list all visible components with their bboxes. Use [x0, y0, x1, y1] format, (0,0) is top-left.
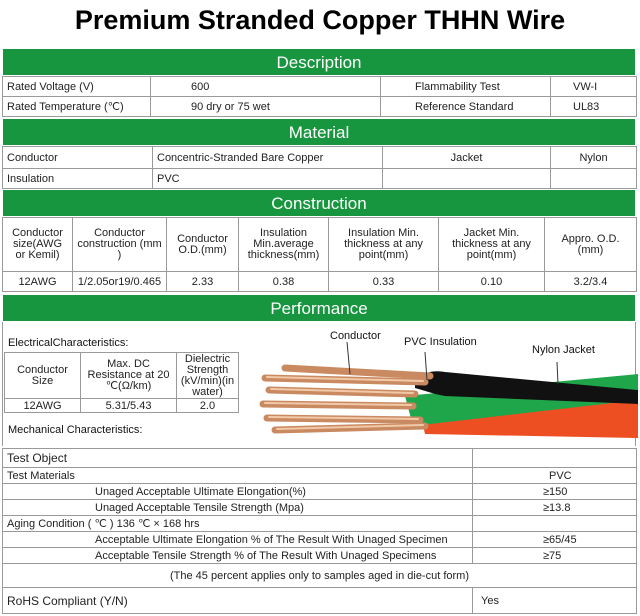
- electrical-cell: 2.0: [177, 399, 239, 413]
- rated-voltage-label: Rated Voltage (V): [3, 77, 151, 97]
- electrical-title: ElectricalCharacteristics:: [8, 337, 129, 349]
- rated-voltage-value: 600: [151, 77, 381, 97]
- flammability-label: Flammability Test: [381, 77, 551, 97]
- nylon-jacket-callout: Nylon Jacket: [532, 344, 595, 356]
- aged-elongation-value: ≥65/45: [473, 532, 637, 548]
- flammability-value: VW-I: [551, 77, 637, 97]
- nylon-pointer: [557, 362, 558, 384]
- test-object-label: Test Object: [3, 449, 473, 468]
- aged-elongation-label: Acceptable Ultimate Elongation % of The Result With Unaged Specimen: [3, 532, 473, 548]
- insulation-label: Insulation: [3, 169, 153, 189]
- test-materials-value: PVC: [473, 468, 637, 484]
- test-materials-label: Test Materials: [3, 468, 473, 484]
- construction-cell: 0.38: [239, 272, 329, 292]
- mechanical-test-table: [2, 448, 637, 614]
- conductor-label: Conductor: [3, 147, 153, 169]
- aging-note: (The 45 percent applies only to samples aged in die-cut form): [3, 564, 637, 588]
- construction-header: Conductor O.D.(mm): [167, 218, 239, 272]
- aged-tensile-label: Acceptable Tensile Strength % of The Result With Unaged Specimens: [3, 548, 473, 564]
- rated-temperature-value: 90 dry or 75 wet: [151, 97, 381, 117]
- unaged-tensile-value: ≥13.8: [473, 500, 637, 516]
- unaged-elongation-label: Unaged Acceptable Ultimate Elongation(%): [3, 484, 473, 500]
- aging-condition-label: Aging Condition ( ℃ ) 136 ℃ × 168 hrs: [3, 516, 473, 532]
- construction-header: Conductor size(AWG or Kemil): [3, 218, 73, 272]
- pvc-insulation-callout: PVC Insulation: [404, 336, 477, 348]
- electrical-header: Conductor Size: [5, 353, 81, 399]
- mechanical-title: Mechanical Characteristics:: [8, 424, 143, 436]
- jacket-value: Nylon: [551, 147, 637, 169]
- electrical-cell: 12AWG: [5, 399, 81, 413]
- jacket-label: Jacket: [383, 147, 551, 169]
- conductor-callout: Conductor: [330, 330, 381, 342]
- rohs-label: RoHS Compliant (Y/N): [3, 588, 473, 614]
- construction-header: Appro. O.D. (mm): [545, 218, 637, 272]
- construction-cell: 3.2/3.4: [545, 272, 637, 292]
- construction-table: [2, 217, 637, 292]
- electrical-table: [4, 352, 239, 413]
- construction-cell: 12AWG: [3, 272, 73, 292]
- description-table: [2, 76, 637, 117]
- electrical-header: Dielectric Strength (kV/min)(in water): [177, 353, 239, 399]
- construction-cell: 2.33: [167, 272, 239, 292]
- insulation-value: PVC: [153, 169, 383, 189]
- construction-header: Conductor construction (mm ): [73, 218, 167, 272]
- rated-temperature-label: Rated Temperature (℃): [3, 97, 151, 117]
- conductor-value: Concentric-Stranded Bare Copper: [153, 147, 383, 169]
- electrical-header: Max. DC Resistance at 20 ℃(Ω/km): [81, 353, 177, 399]
- aged-tensile-value: ≥75: [473, 548, 637, 564]
- construction-cell: 0.10: [439, 272, 545, 292]
- section-header-description: Description: [2, 48, 636, 76]
- material-table: [2, 146, 637, 189]
- page-title: Premium Stranded Copper THHN Wire: [74, 5, 566, 35]
- construction-cell: 1/2.05or19/0.465: [73, 272, 167, 292]
- reference-standard-value: UL83: [551, 97, 637, 117]
- reference-standard-label: Reference Standard: [381, 97, 551, 117]
- construction-cell: 0.33: [329, 272, 439, 292]
- section-header-material: Material: [2, 118, 636, 146]
- construction-header: Jacket Min. thickness at any point(mm): [439, 218, 545, 272]
- construction-header: Insulation Min. thickness at any point(mm): [329, 218, 439, 272]
- construction-header: Insulation Min.average thickness(mm): [239, 218, 329, 272]
- section-header-construction: Construction: [2, 189, 636, 217]
- unaged-elongation-value: ≥150: [473, 484, 637, 500]
- section-header-performance: Performance: [2, 294, 636, 322]
- electrical-cell: 5.31/5.43: [81, 399, 177, 413]
- unaged-tensile-label: Unaged Acceptable Tensile Strength (Mpa): [3, 500, 473, 516]
- rohs-value: Yes: [473, 588, 637, 614]
